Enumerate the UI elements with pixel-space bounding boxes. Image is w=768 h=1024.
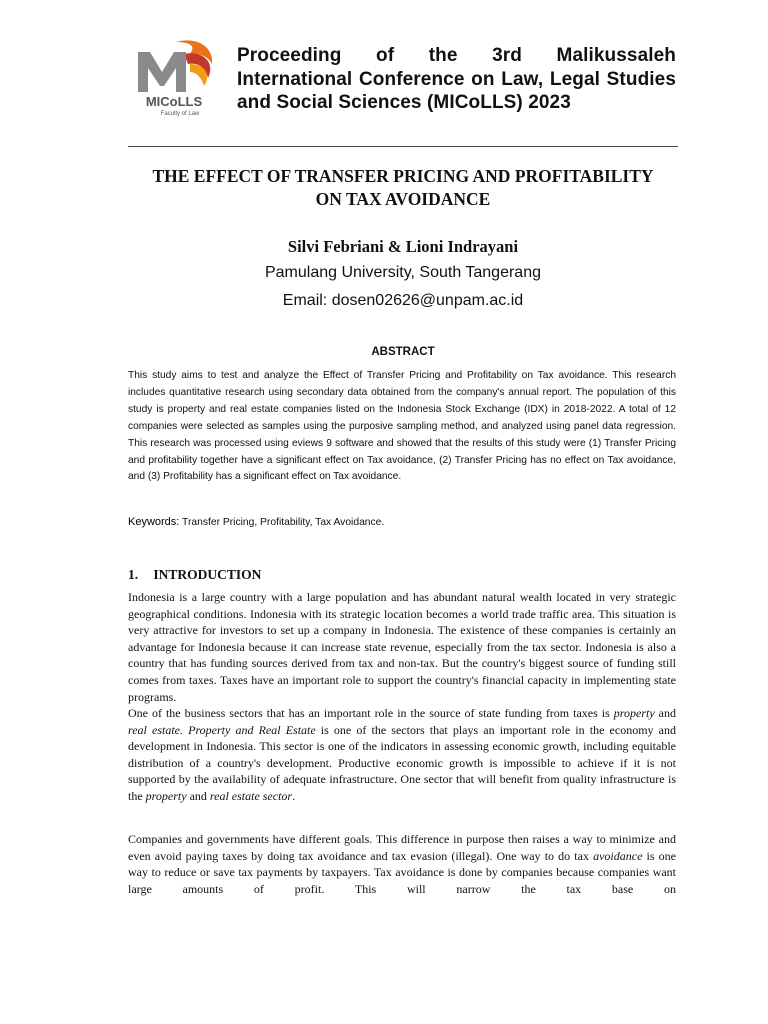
intro-paragraph-1: Indonesia is a large country with a large population and has abundant natural wealth located in very strategic geographical conditions. Indonesia with its strategic location becomes a world trade traffic area. This situation is very attractive for investors to set up a company in Indonesia. The existence of these companies is certainly an advantage for Indonesia because it can increase state revenue, especially from the tax sector. Indonesia is also a country that has funding sources derived from tax and non-tax. But the country's biggest source of funding still comes from taxes. Taxes have an important role to support the country's financial capacity in implementing state programs. [128,590,676,704]
conference-header [128,34,676,144]
abstract-body: This study aims to test and analyze the Effect of Transfer Pricing and Profitability on Tax avoidance. This research includes quantitative research using secondary data obtained from the company's annual report. The population of this study is property and real estate companies listed on the Indonesia Stock Exchange (IDX) in 2018-2022. A total of 12 companies were selected as samples using the purposive sampling method, and analyzed using panel data regression. This research was processed using eviews 9 software and showed that the results of this study were (1) Transfer Pricing and profitability together have a significant effect on Tax avoidance, (2) Transfer Pricing has no effect on Tax avoidance, and (3) Profitability has a significant effect on Tax avoidance. [128,370,676,483]
paper-title [128,165,678,211]
logo-text: MICoLLS [145,94,203,109]
intro-paragraph-3: Companies and governments have different goals. This difference in purpose then raises a way to minimize and even avoid paying taxes by doing tax avoidance and tax evasion (illegal). One way to do tax avoidance is one way to reduce or save tax payments by taxpayers. Tax avoidance is done by companies because companies want large amounts of profit. This will narrow the tax base on [128,832,676,896]
keywords-label: Keywords: [128,516,180,528]
abstract-heading: ABSTRACT [371,346,435,358]
paper-title-line1: THE EFFECT OF TRANSFER PRICING AND PROFITABILITY [152,166,654,186]
proceeding-title: Proceeding of the 3rd Malikussaleh International Conference on Law, Legal Studies and Social Sciences (MICoLLS) 2023 [237,45,676,113]
section-heading-introduction [128,567,676,583]
keywords-line [128,516,676,528]
paper-title-line2: ON TAX AVOIDANCE [315,189,491,209]
affiliation: Pamulang University, South Tangerang [264,264,541,281]
micolls-logo [128,34,220,118]
section-title: INTRODUCTION [153,567,262,582]
section-number: 1. [128,567,139,582]
header-divider [128,146,678,147]
intro-paragraph-2: One of the business sectors that has an important role in the source of state funding from taxes is property and real estate. Property and Real Estate is one of the sectors that plays an important role in the economy and development in Indonesia. This sector is one of the indicators in assessing economic growth, including equitable distribution of a country's development. Productive economic growth is impossible to achieve if it is not supported by the availability of adequate infrastructure. One sector that will benefit from quality infrastructure is the property and real estate sector. [128,706,677,803]
author-email: Email: dosen02626@unpam.ac.id [282,292,524,309]
keywords-value: Transfer Pricing, Profitability, Tax Avoidance. [182,517,385,528]
authors: Silvi Febriani & Lioni Indrayani [287,237,519,256]
logo-subtext: Faculty of Law [160,111,200,117]
